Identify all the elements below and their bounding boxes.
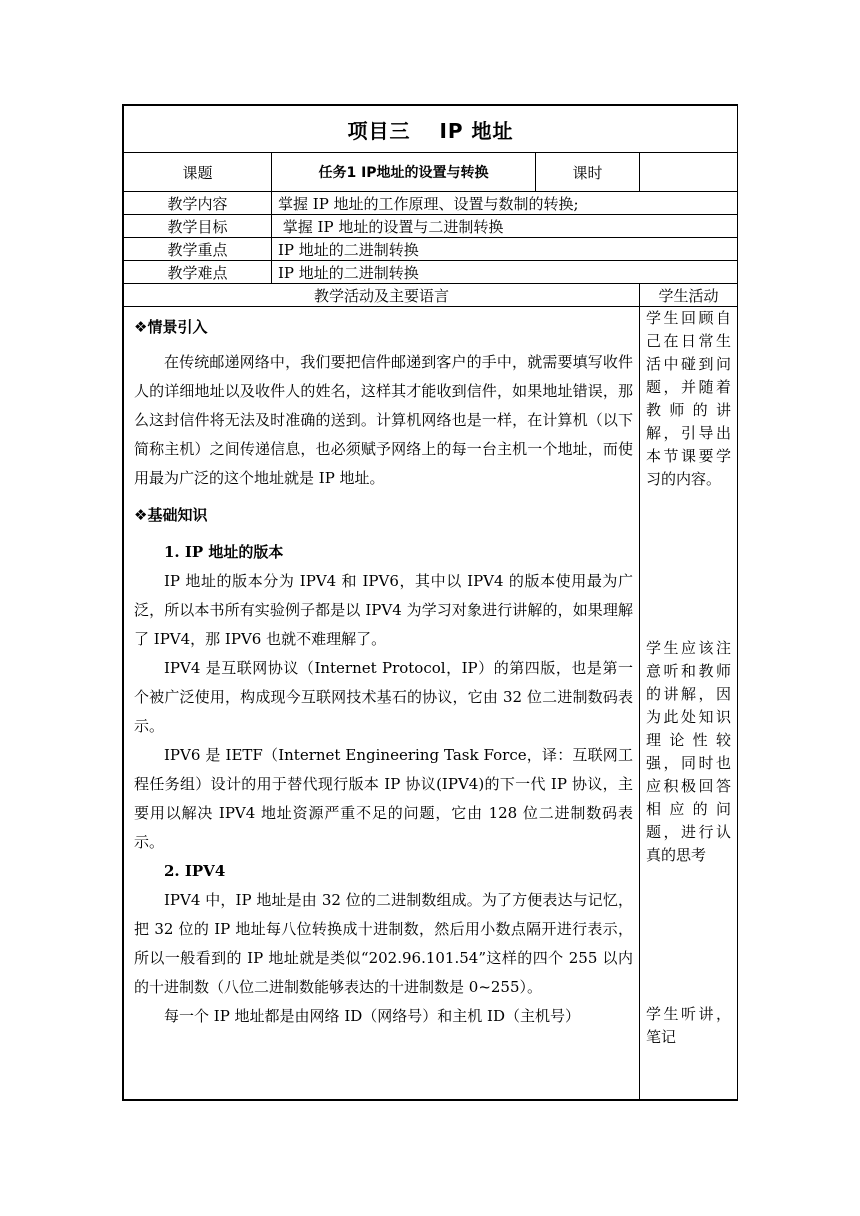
paragraph: IPV4 中，IP 地址是由 32 位的二进制数组成。为了方便表达与记忆，把 32 位的 IP 地址每八位转换成十进制数，然后用小数点隔开进行表示，所以一般看到的 IP 地址就是类似“202.96.101.54”这样的四个 255 以内的十进制数（八位二进制数能够表达的十进制数是 0~255）。 xyxy=(134,891,633,996)
title-row xyxy=(124,106,738,153)
info-row-difficulty xyxy=(124,261,738,284)
activity-header-row xyxy=(124,284,738,307)
period-value xyxy=(640,153,738,192)
info-row-focus xyxy=(124,238,738,261)
student-activity-cell xyxy=(640,307,738,1100)
topic-label: 课题 xyxy=(124,153,272,192)
main-row xyxy=(124,307,738,1100)
paragraph: IPV6 是 IETF（Internet Engineering Task Force，译：互联网工程任务组）设计的用于替代现行版本 IP 协议(IPV4)的下一代 IP 协议，主要用以解决 IPV4 地址资源严重不足的问题，它由 128 位二进制数码表示。 xyxy=(134,746,633,851)
paragraph: 每一个 IP 地址都是由网络 ID（网络号）和主机 ID（主机号） xyxy=(164,1007,580,1025)
info-value: IP 地址的二进制转换 xyxy=(272,238,738,261)
diamond-bullet-icon: ❖ xyxy=(134,506,148,524)
subsection-heading: 1. IP 地址的版本 xyxy=(164,543,284,561)
info-value: IP 地址的二进制转换 xyxy=(272,261,738,284)
activity-header-student: 学生活动 xyxy=(640,284,738,307)
diamond-bullet-icon: ❖ xyxy=(134,318,148,336)
info-label: 教学重点 xyxy=(124,238,272,261)
info-value: 掌握 IP 地址的工作原理、设置与数制的转换; xyxy=(272,192,738,215)
teaching-content xyxy=(124,307,640,1100)
info-row-content xyxy=(124,192,738,215)
info-label: 教学难点 xyxy=(124,261,272,284)
subsection-heading: 2. IPV4 xyxy=(164,862,226,880)
info-label: 教学内容 xyxy=(124,192,272,215)
student-activity-1: 学生回顾自己在日常生活中碰到问题，并随着教师的讲解，引导出本节课要学习的内容。 xyxy=(646,309,732,488)
activity-header-main: 教学活动及主要语言 xyxy=(124,284,640,307)
lesson-plan-table xyxy=(123,105,738,1100)
student-activity-3: 学生听讲，笔记 xyxy=(646,1005,732,1046)
student-activity-2: 学生应该注意听和教师的讲解，因为此处知识理论性较强，同时也应积极回答相应的问题，进行认真的思考 xyxy=(646,639,732,864)
section-heading: ❖情景引入 xyxy=(134,318,208,336)
info-value: 掌握 IP 地址的设置与二进制转换 xyxy=(272,215,738,238)
paragraph: IP 地址的版本分为 IPV4 和 IPV6，其中以 IPV4 的版本使用最为广泛，所以本书所有实验例子都是以 IPV4 为学习对象进行讲解的，如果理解了 IPV4，那 IPV6 也就不难理解了。 xyxy=(134,572,633,648)
lesson-plan-sheet xyxy=(122,104,738,1101)
task-title: 任务1 IP地址的设置与转换 xyxy=(272,153,536,192)
info-label: 教学目标 xyxy=(124,215,272,238)
paragraph: IPV4 是互联网协议（Internet Protocol，IP）的第四版，也是第一个被广泛使用，构成现今互联网技术基石的协议，它由 32 位二进制数码表示。 xyxy=(134,659,633,735)
page-title: 项目三 IP 地址 xyxy=(124,106,738,153)
period-label: 课时 xyxy=(536,153,640,192)
info-row-goal xyxy=(124,215,738,238)
paragraph: 在传统邮递网络中，我们要把信件邮递到客户的手中，就需要填写收件人的详细地址以及收件人的姓名，这样其才能收到信件，如果地址错误，那么这封信件将无法及时准确的送到。计算机网络也是一样，在计算机（以下简称主机）之间传递信息，也必须赋予网络上的每一台主机一个地址，而使用最为广泛的这个地址就是 IP 地址。 xyxy=(134,353,633,487)
header-row xyxy=(124,153,738,192)
section-heading: ❖基础知识 xyxy=(134,506,208,524)
